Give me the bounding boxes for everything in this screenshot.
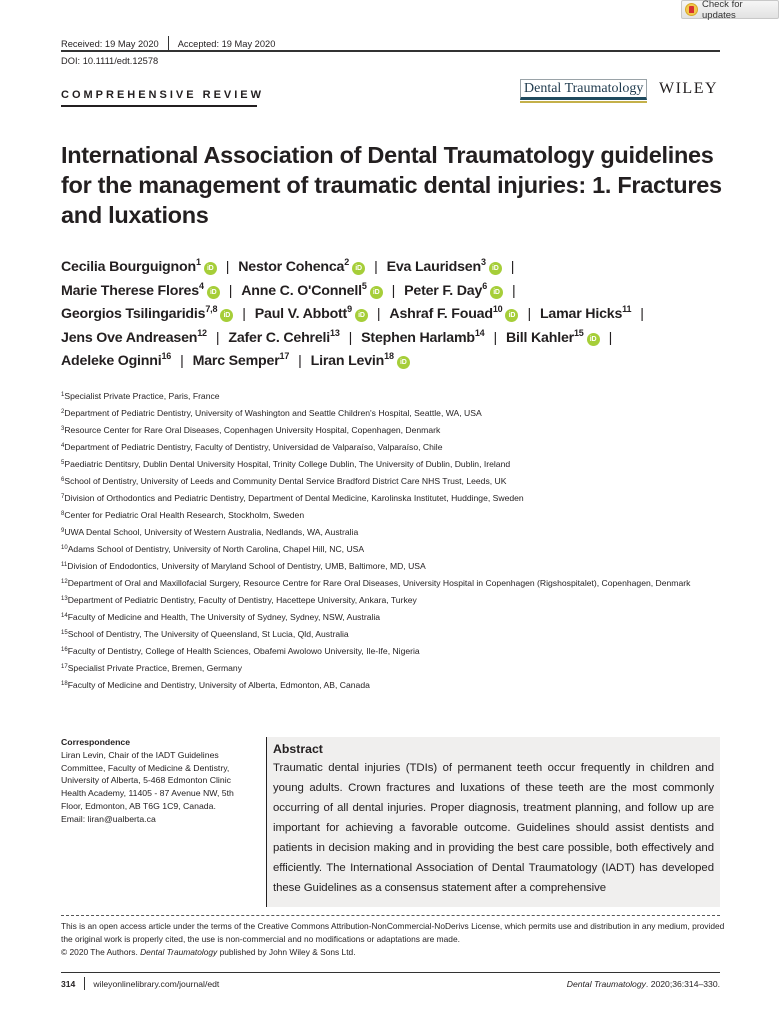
affiliation-number: 13 xyxy=(61,596,68,602)
footer-rule xyxy=(61,972,720,973)
author-name xyxy=(241,280,382,299)
divider xyxy=(84,977,85,990)
affiliation-ref[interactable]: 17 xyxy=(279,351,290,361)
affiliation-item xyxy=(61,626,731,643)
affiliation-ref[interactable]: 2 xyxy=(344,257,350,267)
author-name xyxy=(540,306,631,322)
affiliation-ref[interactable]: 6 xyxy=(482,280,487,291)
citation xyxy=(567,979,720,989)
author-name xyxy=(61,259,217,275)
doi-link[interactable]: DOI: 10.1111/edt.12578 xyxy=(61,56,159,66)
affiliation-item xyxy=(61,577,731,590)
author-separator: | xyxy=(608,329,613,346)
affiliation-ref[interactable]: 14 xyxy=(474,327,485,338)
article-dates xyxy=(61,36,275,51)
author-separator: | xyxy=(348,329,353,346)
affiliation-number: 14 xyxy=(61,613,68,619)
author-name xyxy=(404,280,503,299)
affiliation-text: Specialist Private Practice, Bremen, Germany xyxy=(67,663,243,673)
affiliation-item xyxy=(61,524,731,541)
affiliation-item xyxy=(61,558,731,575)
orcid-icon[interactable]: iD xyxy=(397,356,410,369)
author-name xyxy=(61,327,207,346)
affiliation-number: 6 xyxy=(61,477,65,483)
page-footer xyxy=(61,977,720,990)
affiliation-item xyxy=(61,388,731,405)
affiliation-number: 15 xyxy=(61,630,68,636)
affiliation-number: 9 xyxy=(61,528,65,534)
author-separator: | xyxy=(242,306,246,322)
affiliation-item xyxy=(61,609,731,626)
affiliation-text: School of Dentistry, The University of Queensland, St Lucia, Qld, Australia xyxy=(67,629,349,639)
affiliation-ref[interactable]: 18 xyxy=(384,351,394,361)
affiliation-text: Center for Pediatric Oral Health Research, Stockholm, Sweden xyxy=(64,510,305,520)
affiliation-ref[interactable]: 11 xyxy=(622,304,632,314)
publisher-logo: WILEY xyxy=(659,80,719,97)
affiliation-text: Division of Orthodontics and Pediatric Dentistry, Department of Dental Medicine, Karolinska Institutet, Huddinge, Sweden xyxy=(64,493,524,503)
abstract-box xyxy=(267,737,720,907)
affiliation-ref[interactable]: 12 xyxy=(197,327,207,338)
author-separator: | xyxy=(180,353,184,369)
abstract-title: Abstract xyxy=(273,742,323,756)
citation-journal: Dental Traumatology xyxy=(566,978,646,989)
affiliation-list xyxy=(61,388,731,694)
affiliation-item xyxy=(61,422,731,439)
affiliation-item xyxy=(61,592,731,609)
author-name-text: Marc Semper xyxy=(192,353,280,369)
author-name xyxy=(228,327,340,346)
affiliation-ref[interactable]: 7,8 xyxy=(205,304,218,314)
affiliation-number: 11 xyxy=(61,562,68,568)
abstract-body: Traumatic dental injuries (TDIs) of permanent teeth occur frequently in children and young adults. Crown fractures and luxations of these teeth are the most commonly occurring of all dental injuries. Proper diagnosis, treatment planning, and follow up are important for achieving a favorable outcome. Guidelines should assist dentists and patients in decision making and in providing the best care possible, both effectively and efficiently. The International Association of Dental Traumatology (IADT) has developed these Guidelines as a consensus statement after a comprehensive xyxy=(273,762,714,894)
author-separator: | xyxy=(510,259,515,275)
copyright-prefix: © 2020 The Authors. xyxy=(61,947,141,957)
correspondence-body: Liran Levin, Chair of the IADT Guidelines Committee, Faculty of Medicine & Dentistry, University of Alberta, 5-468 Edmonton Clinic Health Academy, 11405 - 87 Avenue NW, 5th Floor, Edmonton, AB T6G 1C9, Canada. xyxy=(61,749,234,811)
author-name xyxy=(61,306,233,322)
affiliation-ref[interactable]: 16 xyxy=(161,351,172,361)
orcid-icon[interactable]: iD xyxy=(587,333,600,346)
author-name xyxy=(361,327,485,346)
divider xyxy=(168,36,169,51)
affiliation-ref[interactable]: 15 xyxy=(573,327,584,338)
author-name-text: Marie Therese Flores xyxy=(61,282,199,299)
header-rule xyxy=(61,50,720,52)
received-date: Received: 19 May 2020 xyxy=(61,38,159,49)
copyright-suffix: published by John Wiley & Sons Ltd. xyxy=(217,947,356,957)
affiliation-item xyxy=(61,473,731,490)
author-separator: | xyxy=(376,306,381,322)
citation-details: . 2020;36:314–330. xyxy=(645,978,720,989)
orcid-icon[interactable]: iD xyxy=(207,286,220,299)
author-name-text: Eva Lauridsen xyxy=(386,259,481,275)
affiliation-text: Department of Pediatric Dentistry, Faculty of Dentistry, Hacettepe University, Ankara, Turkey xyxy=(67,595,417,605)
accepted-date: Accepted: 19 May 2020 xyxy=(177,38,276,49)
author-separator: | xyxy=(228,282,233,299)
section-rule xyxy=(61,105,257,107)
author-separator: | xyxy=(374,259,378,275)
article-title: International Association of Dental Traumatology guidelines for the management of traumatic dental injuries: 1. Fractures and luxations xyxy=(61,142,722,228)
orcid-icon[interactable]: iD xyxy=(355,309,368,322)
orcid-icon[interactable]: iD xyxy=(505,309,518,322)
affiliation-text: Resource Center for Rare Oral Diseases, Copenhagen University Hospital, Copenhagen, Denmark xyxy=(64,425,441,435)
author-name xyxy=(238,259,365,275)
bookmark-icon xyxy=(685,3,698,16)
author-separator: | xyxy=(512,282,516,299)
author-name xyxy=(387,259,502,275)
affiliation-number: 2 xyxy=(61,409,65,415)
affiliation-text: School of Dentistry, University of Leeds and Community Dental Service Bradford District Care NHS Trust, Leeds, UK xyxy=(64,476,507,486)
affiliation-text: Department of Oral and Maxillofacial Surgery, Resource Centre for Rare Oral Diseases, University Hospital in Copenhagen (Rigshospitalet), Copenhagen, Denmark xyxy=(67,578,691,588)
affiliation-item xyxy=(61,507,731,524)
affiliation-ref[interactable]: 3 xyxy=(480,257,486,267)
affiliation-number: 1 xyxy=(61,392,65,398)
affiliation-text: Department of Pediatric Dentistry, University of Washington and Seattle Children's Hospital, Seattle, WA, USA xyxy=(64,408,482,418)
correspondence xyxy=(61,736,251,826)
affiliation-text: Department of Pediatric Dentistry, Faculty of Dentistry, Universidad de Valparaíso, Valparaíso, Chile xyxy=(64,442,443,452)
author-name xyxy=(255,306,368,322)
author-name-text: Adeleke Oginni xyxy=(61,353,162,369)
affiliation-text: Faculty of Medicine and Dentistry, University of Alberta, Edmonton, AB, Canada xyxy=(67,680,370,690)
orcid-icon[interactable]: iD xyxy=(220,309,233,322)
journal-url[interactable]: wileyonlinelibrary.com/journal/edt xyxy=(93,978,220,989)
author-name xyxy=(61,280,220,299)
section-label: COMPREHENSIVE REVIEW xyxy=(61,89,265,101)
affiliation-ref[interactable]: 4 xyxy=(198,280,204,291)
orcid-icon[interactable]: iD xyxy=(204,262,217,275)
author-name-text: Peter F. Day xyxy=(404,282,483,299)
author-name-text: Paul V. Abbott xyxy=(254,306,348,322)
affiliation-number: 5 xyxy=(61,460,65,466)
affiliation-item xyxy=(61,490,731,507)
author-name-text: Liran Levin xyxy=(310,353,385,369)
author-name xyxy=(389,306,518,322)
author-separator: | xyxy=(225,259,230,275)
orcid-icon[interactable]: iD xyxy=(370,286,383,299)
author-name xyxy=(193,353,290,369)
affiliation-ref[interactable]: 13 xyxy=(330,327,340,338)
author-separator: | xyxy=(640,306,644,322)
affiliation-item xyxy=(61,541,731,558)
author-separator: | xyxy=(215,329,220,346)
author-name xyxy=(311,353,410,369)
author-name-text: Lamar Hicks xyxy=(539,306,623,322)
orcid-icon[interactable]: iD xyxy=(352,262,365,275)
affiliation-number: 17 xyxy=(61,664,68,670)
affiliation-item xyxy=(61,660,731,677)
orcid-icon[interactable]: iD xyxy=(489,262,502,275)
affiliation-number: 3 xyxy=(61,426,65,432)
affiliation-ref[interactable]: 10 xyxy=(492,304,503,314)
affiliation-text: Faculty of Dentistry, College of Health Sciences, Obafemi Awolowo University, Ile-Ife, Nigeria xyxy=(67,646,420,656)
author-separator: | xyxy=(391,282,396,299)
author-name xyxy=(61,353,171,369)
author-name-text: Cecilia Bourguignon xyxy=(61,259,196,275)
author-name-text: Jens Ove Andreasen xyxy=(61,329,198,346)
affiliation-text: Division of Endodontics, University of Maryland School of Dentistry, UMB, Baltimore, MD, USA xyxy=(67,561,426,571)
affiliation-ref[interactable]: 9 xyxy=(347,304,352,314)
affiliation-item xyxy=(61,456,731,473)
license-text: This is an open access article under the terms of the Creative Commons Attribution-NonCommercial-NoDerivs License, which permits use and distribution in any medium, provided the original work is properly cited, the use is non-commercial and no modifications or adaptations are made. xyxy=(61,921,725,944)
correspondence-title: Correspondence xyxy=(61,737,131,747)
author-name-text: Georgios Tsilingaridis xyxy=(61,306,206,322)
correspondence-email[interactable]: Email: liran@ualberta.ca xyxy=(61,813,156,824)
affiliation-item xyxy=(61,405,731,422)
journal-logo: Dental Traumatology xyxy=(520,79,647,100)
page-number: 314 xyxy=(61,978,76,989)
check-updates-label: Check for updates xyxy=(702,0,743,21)
affiliation-item xyxy=(61,677,731,694)
check-for-updates-button[interactable] xyxy=(681,0,779,19)
affiliation-item xyxy=(61,643,731,660)
affiliation-number: 18 xyxy=(61,681,68,687)
affiliation-text: Faculty of Medicine and Health, The University of Sydney, Sydney, NSW, Australia xyxy=(67,612,381,622)
affiliation-text: Specialist Private Practice, Paris, France xyxy=(64,391,220,401)
author-name-text: Stephen Harlamb xyxy=(361,329,475,346)
affiliation-number: 7 xyxy=(61,494,65,500)
affiliation-item xyxy=(61,439,731,456)
affiliation-ref[interactable]: 1 xyxy=(195,257,201,267)
affiliation-number: 4 xyxy=(61,443,65,449)
author-name-text: Anne C. O'Connell xyxy=(241,282,362,299)
author-separator: | xyxy=(298,353,302,369)
affiliation-number: 10 xyxy=(61,545,68,551)
affiliation-text: UWA Dental School, University of Western Australia, Nedlands, WA, Australia xyxy=(64,527,359,537)
copyright-journal: Dental Traumatology xyxy=(140,947,218,957)
affiliation-text: Paediatric Dentitsry, Dublin Dental University Hospital, Trinity College Dublin, The University of Dublin, Dublin, Ireland xyxy=(64,459,511,469)
copyright-line xyxy=(61,946,726,959)
author-separator: | xyxy=(493,329,497,346)
author-name-text: Bill Kahler xyxy=(505,329,574,346)
affiliation-number: 16 xyxy=(61,647,68,653)
author-list xyxy=(61,256,731,374)
author-name-text: Zafer C. Cehreli xyxy=(228,329,331,346)
affiliation-number: 12 xyxy=(61,579,68,585)
author-separator: | xyxy=(527,306,531,322)
affiliation-ref[interactable]: 5 xyxy=(361,280,367,291)
author-name xyxy=(505,327,600,346)
author-name-text: Ashraf F. Fouad xyxy=(389,306,493,322)
dashed-rule xyxy=(61,915,720,916)
author-name-text: Nestor Cohenca xyxy=(238,259,345,275)
affiliation-text: Adams School of Dentistry, University of North Carolina, Chapel Hill, NC, USA xyxy=(67,544,365,554)
affiliation-number: 8 xyxy=(61,511,65,517)
orcid-icon[interactable]: iD xyxy=(490,286,503,299)
license-notice xyxy=(61,920,726,959)
